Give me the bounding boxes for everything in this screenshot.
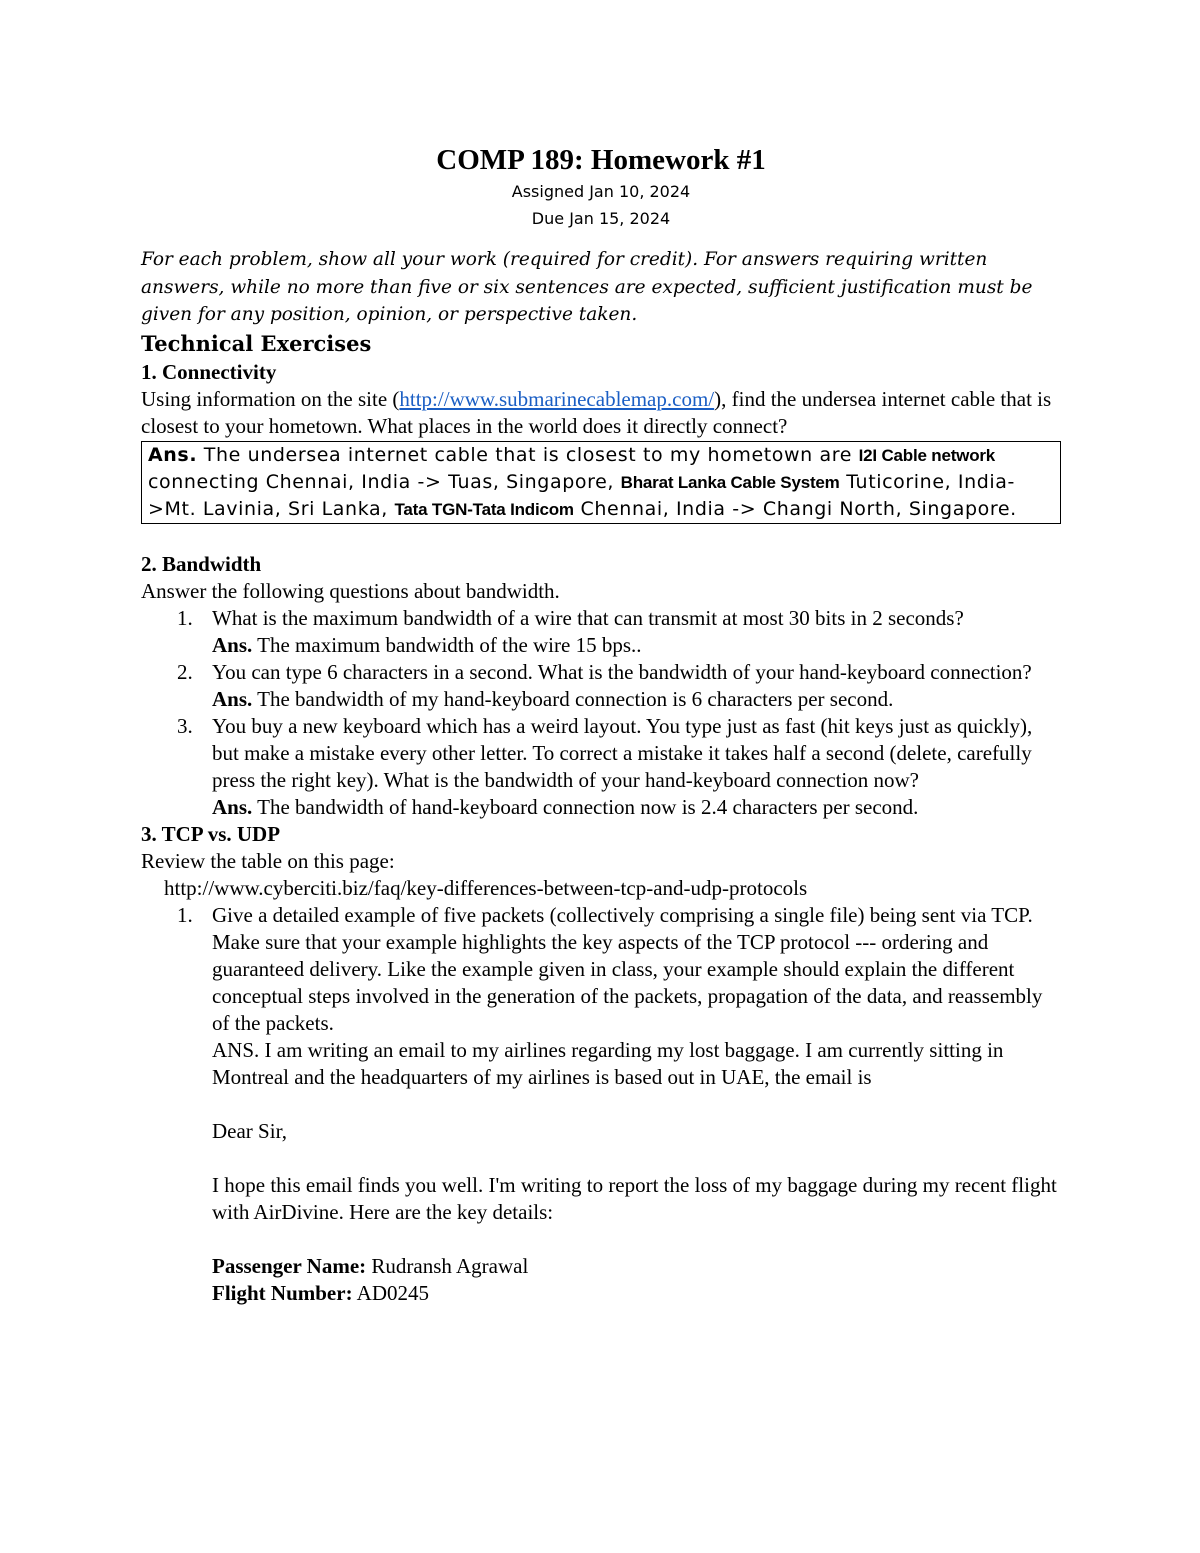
tcp-intro: Review the table on this page:: [141, 848, 395, 873]
page-title: COMP 189: Homework #1: [436, 144, 766, 176]
bandwidth-questions: [141, 605, 1061, 821]
bandwidth-heading: 2. Bandwidth: [141, 551, 262, 576]
tcp-questions: [141, 902, 1061, 1091]
due-date: Due Jan 15, 2024: [531, 209, 671, 228]
instructions: For each problem, show all your work (required for credit). For answers requiring written answers, while no more than five or six sentences are expected, sufficient justification must be given for any position, opinion, or perspective taken.: [141, 249, 1033, 325]
list-item: 2. You can type 6 characters in a second. What is the bandwidth of your hand-keyboard connection? Ans. The bandwidth of my hand-keyboard connection is 6 characters per second.: [177, 659, 1032, 711]
spacer: [141, 1226, 1061, 1253]
spacer: [141, 1091, 1061, 1118]
cyberciti-url: http://www.cyberciti.biz/faq/key-differences-between-tcp-and-udp-protocols: [164, 875, 808, 900]
flight-number: Flight Number: AD0245: [212, 1280, 430, 1305]
spacer: [141, 1145, 1061, 1172]
technical-exercises-heading: Technical Exercises: [141, 330, 372, 356]
connectivity-answer-box: Ans. The undersea internet cable that is closest to my hometown are I2I Cable network connecting Chennai, India -> Tuas, Singapore, Bharat Lanka Cable System Tuticorine, India->Mt. Lavinia, Sri Lanka, Tata TGN-Tata Indicom Chennai, India -> Changi North, Singapore.: [141, 441, 1061, 524]
document-content: [141, 142, 1061, 1307]
list-item: 1. Give a detailed example of five packets (collectively comprising a single file) being sent via TCP. Make sure that your example highlights the key aspects of the TCP protocol --- ordering and guaranteed delivery. Like the example given in class, your example should explain the different conceptual steps involved in the generation of the packets, propagation of the data, and reassembly of the packets. ANS. I am writing an email to my airlines regarding my lost baggage. I am currently sitting in Montreal and the headquarters of my airlines is based out in UAE, the email is: [177, 902, 1043, 1089]
list-item: 3. You buy a new keyboard which has a weird layout. You type just as fast (hit keys just as quickly), but make a mistake every other letter. To correct a mistake it takes half a second (delete, carefully press the right key). What is the bandwidth of your hand-keyboard connection now? Ans. The bandwidth of hand-keyboard connection now is 2.4 characters per second.: [177, 713, 1033, 819]
tcp-udp-heading: 3. TCP vs. UDP: [141, 821, 281, 846]
email-salutation: Dear Sir,: [212, 1118, 287, 1143]
email-body: I hope this email finds you well. I'm writing to report the loss of my baggage during my recent flight with AirDivine. Here are the key details:: [212, 1172, 1057, 1224]
passenger-name: Passenger Name: Rudransh Agrawal: [212, 1253, 529, 1278]
connectivity-question: Using information on the site (http://www.submarinecablemap.com/), find the undersea internet cable that is closest to your hometown. What places in the world does it directly connect?: [141, 386, 1052, 438]
spacer: [141, 524, 1061, 551]
assigned-date: Assigned Jan 10, 2024: [511, 182, 691, 201]
connectivity-heading: 1. Connectivity: [141, 359, 277, 384]
submarine-cable-map-link[interactable]: http://www.submarinecablemap.com/: [399, 386, 715, 411]
spacer: [141, 232, 1061, 246]
bandwidth-intro: Answer the following questions about bandwidth.: [141, 578, 560, 603]
list-item: 1. What is the maximum bandwidth of a wire that can transmit at most 30 bits in 2 seconds? Ans. The maximum bandwidth of the wire 15 bps..: [177, 605, 964, 657]
